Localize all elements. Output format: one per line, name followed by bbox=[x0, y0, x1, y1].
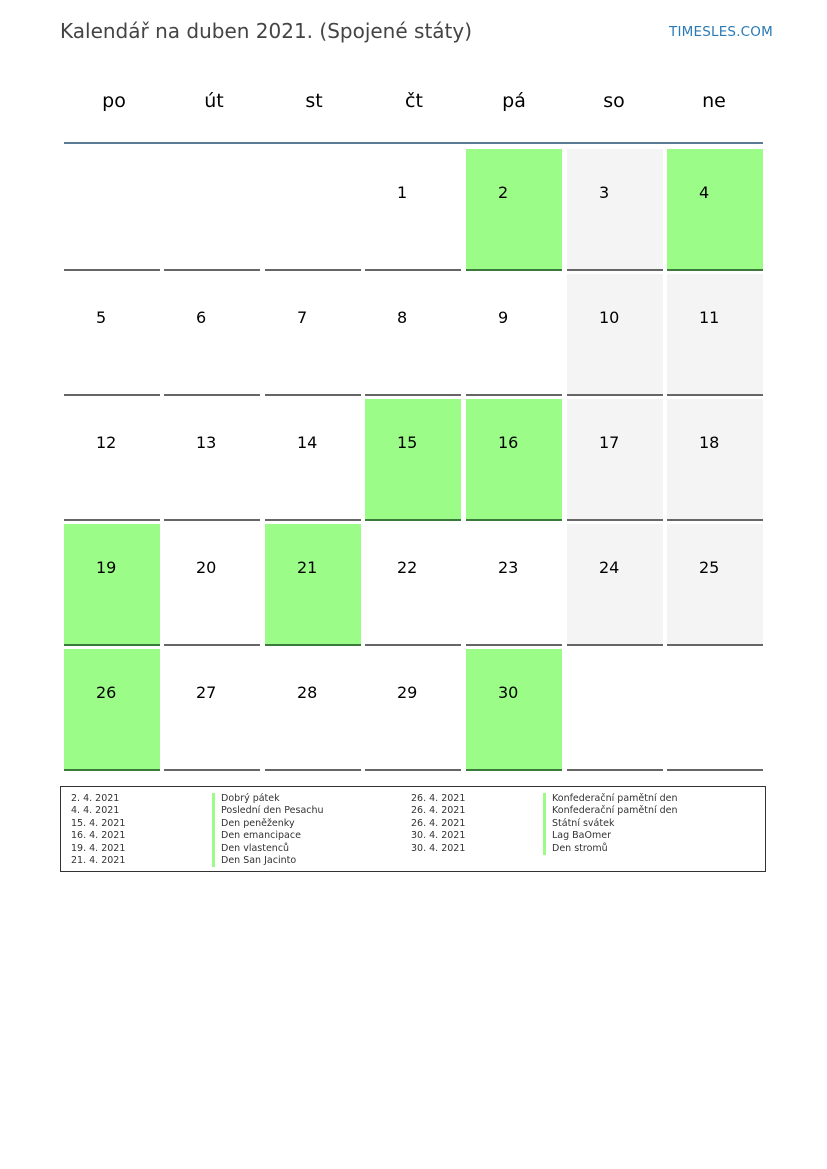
calendar-day-27[interactable] bbox=[164, 649, 260, 771]
calendar-day-7[interactable] bbox=[265, 274, 361, 396]
weekday-header-row bbox=[64, 90, 764, 120]
day-number: 20 bbox=[196, 558, 217, 577]
calendar-day-empty bbox=[667, 649, 763, 771]
day-number: 18 bbox=[699, 433, 720, 452]
holiday-date: 4. 4. 2021 bbox=[71, 805, 120, 817]
calendar-day-empty bbox=[567, 649, 663, 771]
holiday-date: 19. 4. 2021 bbox=[71, 842, 126, 854]
weekday-header-sun: ne bbox=[702, 90, 726, 112]
day-number: 1 bbox=[397, 183, 408, 202]
holiday-name: Den emancipace bbox=[212, 830, 324, 842]
holiday-date: 26. 4. 2021 bbox=[411, 805, 466, 817]
holiday-legend bbox=[60, 786, 766, 872]
day-number: 12 bbox=[96, 433, 117, 452]
holiday-name: Den stromů bbox=[543, 843, 678, 855]
weekday-header-thu: čt bbox=[405, 90, 423, 112]
day-number: 9 bbox=[498, 308, 509, 327]
calendar-day-1[interactable] bbox=[365, 149, 461, 271]
day-number: 29 bbox=[397, 683, 418, 702]
day-number: 7 bbox=[297, 308, 308, 327]
calendar-day-empty bbox=[265, 149, 361, 271]
day-number: 24 bbox=[599, 558, 620, 577]
day-number: 30 bbox=[498, 683, 519, 702]
page-title: Kalendář na duben 2021. (Spojené státy) bbox=[60, 19, 473, 43]
holiday-date: 16. 4. 2021 bbox=[71, 830, 126, 842]
day-number: 11 bbox=[699, 308, 720, 327]
day-number: 26 bbox=[96, 683, 117, 702]
day-number: 13 bbox=[196, 433, 217, 452]
holiday-date: 26. 4. 2021 bbox=[411, 793, 466, 804]
day-number: 17 bbox=[599, 433, 620, 452]
holiday-date: 2. 4. 2021 bbox=[71, 793, 120, 804]
calendar-day-empty bbox=[64, 149, 160, 271]
calendar-day-11[interactable] bbox=[667, 274, 763, 396]
calendar-day-30[interactable] bbox=[466, 649, 562, 771]
header-divider bbox=[64, 142, 763, 144]
calendar-day-10[interactable] bbox=[567, 274, 663, 396]
holiday-name: Dobrý pátek bbox=[212, 793, 324, 805]
holiday-name: Poslední den Pesachu bbox=[212, 805, 324, 817]
calendar-day-4[interactable] bbox=[667, 149, 763, 271]
day-number: 23 bbox=[498, 558, 519, 577]
day-number: 27 bbox=[196, 683, 217, 702]
holiday-name: Lag BaOmer bbox=[543, 830, 678, 842]
day-number: 10 bbox=[599, 308, 620, 327]
calendar-day-24[interactable] bbox=[567, 524, 663, 646]
holiday-date: 21. 4. 2021 bbox=[71, 854, 126, 866]
weekday-header-wed: st bbox=[305, 90, 323, 112]
calendar-day-13[interactable] bbox=[164, 399, 260, 521]
calendar-day-15[interactable] bbox=[365, 399, 461, 521]
holiday-name: Konfederační pamětní den bbox=[543, 793, 678, 805]
calendar-day-2[interactable] bbox=[466, 149, 562, 271]
calendar-day-8[interactable] bbox=[365, 274, 461, 396]
legend-names-right bbox=[543, 793, 678, 855]
day-number: 21 bbox=[297, 558, 318, 577]
calendar-day-17[interactable] bbox=[567, 399, 663, 521]
day-number: 16 bbox=[498, 433, 519, 452]
weekday-header-mon: po bbox=[102, 90, 126, 112]
holiday-date: 26. 4. 2021 bbox=[411, 817, 466, 829]
day-number: 28 bbox=[297, 683, 318, 702]
day-number: 19 bbox=[96, 558, 117, 577]
calendar-day-23[interactable] bbox=[466, 524, 562, 646]
calendar-day-29[interactable] bbox=[365, 649, 461, 771]
day-number: 15 bbox=[397, 433, 418, 452]
holiday-date: 15. 4. 2021 bbox=[71, 817, 126, 829]
day-number: 5 bbox=[96, 308, 107, 327]
day-number: 14 bbox=[297, 433, 318, 452]
weekday-header-fri: pá bbox=[502, 90, 526, 112]
calendar-day-20[interactable] bbox=[164, 524, 260, 646]
holiday-date: 30. 4. 2021 bbox=[411, 842, 466, 854]
legend-dates-right bbox=[411, 793, 465, 855]
day-number: 3 bbox=[599, 183, 610, 202]
holiday-name: Den peněženky bbox=[212, 818, 324, 830]
legend-names-left bbox=[212, 793, 324, 867]
site-link[interactable]: TIMESLES.COM bbox=[669, 24, 773, 40]
calendar-day-19[interactable] bbox=[64, 524, 160, 646]
calendar-day-18[interactable] bbox=[667, 399, 763, 521]
calendar-day-16[interactable] bbox=[466, 399, 562, 521]
holiday-name: Den vlastenců bbox=[212, 843, 324, 855]
calendar-day-empty bbox=[164, 149, 260, 271]
holiday-name: Konfederační pamětní den bbox=[543, 805, 678, 817]
calendar-day-3[interactable] bbox=[567, 149, 663, 271]
day-number: 6 bbox=[196, 308, 207, 327]
day-number: 2 bbox=[498, 183, 509, 202]
calendar-day-12[interactable] bbox=[64, 399, 160, 521]
calendar-day-9[interactable] bbox=[466, 274, 562, 396]
calendar-day-5[interactable] bbox=[64, 274, 160, 396]
calendar-day-14[interactable] bbox=[265, 399, 361, 521]
calendar-day-28[interactable] bbox=[265, 649, 361, 771]
weekday-header-tue: út bbox=[204, 90, 224, 112]
day-number: 25 bbox=[699, 558, 720, 577]
day-number: 22 bbox=[397, 558, 418, 577]
holiday-date: 30. 4. 2021 bbox=[411, 830, 466, 842]
day-number: 8 bbox=[397, 308, 408, 327]
calendar-day-26[interactable] bbox=[64, 649, 160, 771]
holiday-name: Den San Jacinto bbox=[212, 855, 324, 867]
holiday-name: Státní svátek bbox=[543, 818, 678, 830]
calendar-day-25[interactable] bbox=[667, 524, 763, 646]
calendar-day-22[interactable] bbox=[365, 524, 461, 646]
calendar-day-6[interactable] bbox=[164, 274, 260, 396]
day-number: 4 bbox=[699, 183, 710, 202]
calendar-day-21[interactable] bbox=[265, 524, 361, 646]
weekday-header-sat: so bbox=[603, 90, 625, 112]
legend-dates-left bbox=[71, 793, 125, 867]
